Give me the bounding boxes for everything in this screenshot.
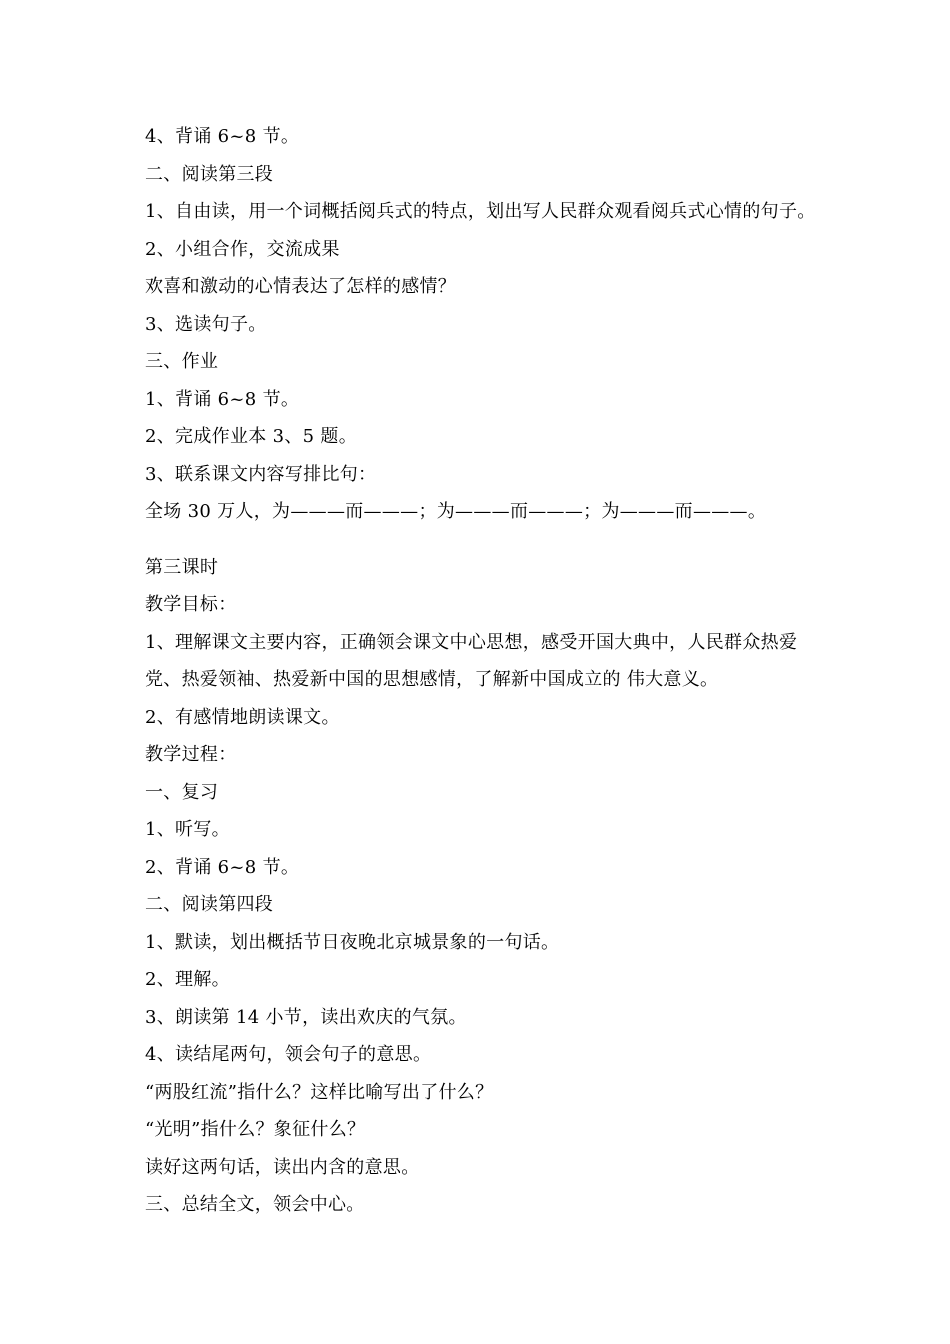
text-line: 1、默读，划出概括节日夜晚北京城景象的一句话。 [145, 931, 560, 953]
paragraph-gap [145, 531, 845, 549]
text-line: 1、听写。 [145, 819, 230, 840]
text-line: 2、背诵 6~8 节。 [145, 856, 300, 878]
text-line: 1、自由读，用一个词概括阅兵式的特点，划出写人民群众观看阅兵式心情的句子。 [145, 201, 816, 222]
text-line: 2、有感情地朗读课文。 [145, 706, 340, 728]
section-heading: 教学过程： [145, 744, 237, 765]
text-line: 2、小组合作，交流成果 [145, 238, 340, 260]
text-line: 4、读结尾两句，领会句子的意思。 [145, 1044, 432, 1065]
text-line: “两股红流”指什么？这样比喻写出了什么？ [145, 1081, 494, 1103]
text-line: 党、热爱领袖、热爱新中国的思想感情，了解新中国成立的 伟大意义。 [145, 669, 719, 690]
text-line: “光明”指什么？象征什么？ [145, 1119, 366, 1140]
lesson-title: 第三课时 [145, 556, 219, 578]
section-heading: 三、作业 [145, 351, 219, 372]
text-line: 3、联系课文内容写排比句： [145, 463, 377, 485]
text-line: 1、背诵 6~8 节。 [145, 388, 300, 410]
text-line: 4、背诵 6~8 节。 [145, 126, 300, 147]
text-line: 3、朗读第 14 小节，读出欢庆的气氛。 [145, 1006, 467, 1028]
text-line: 3、选读句子。 [145, 313, 267, 335]
document-body [145, 118, 845, 1224]
text-line: 读好这两句话，读出内含的意思。 [145, 1156, 420, 1178]
text-line: 1、理解课文主要内容，正确领会课文中心思想，感受开国大典中，人民群众热爱 [145, 631, 798, 653]
text-line: 全场 30 万人，为———而———；为———而———；为———而———。 [145, 501, 767, 522]
text-line: 2、完成作业本 3、5 题。 [145, 426, 357, 447]
section-heading: 二、阅读第四段 [145, 894, 274, 915]
text-line: 欢喜和激动的心情表达了怎样的感情？ [145, 276, 457, 297]
section-heading: 三、总结全文，领会中心。 [145, 1194, 365, 1215]
section-heading: 二、阅读第三段 [145, 163, 274, 185]
text-line: 2、理解。 [145, 969, 230, 990]
section-heading: 教学目标： [145, 594, 237, 615]
section-heading: 一、复习 [145, 781, 219, 803]
